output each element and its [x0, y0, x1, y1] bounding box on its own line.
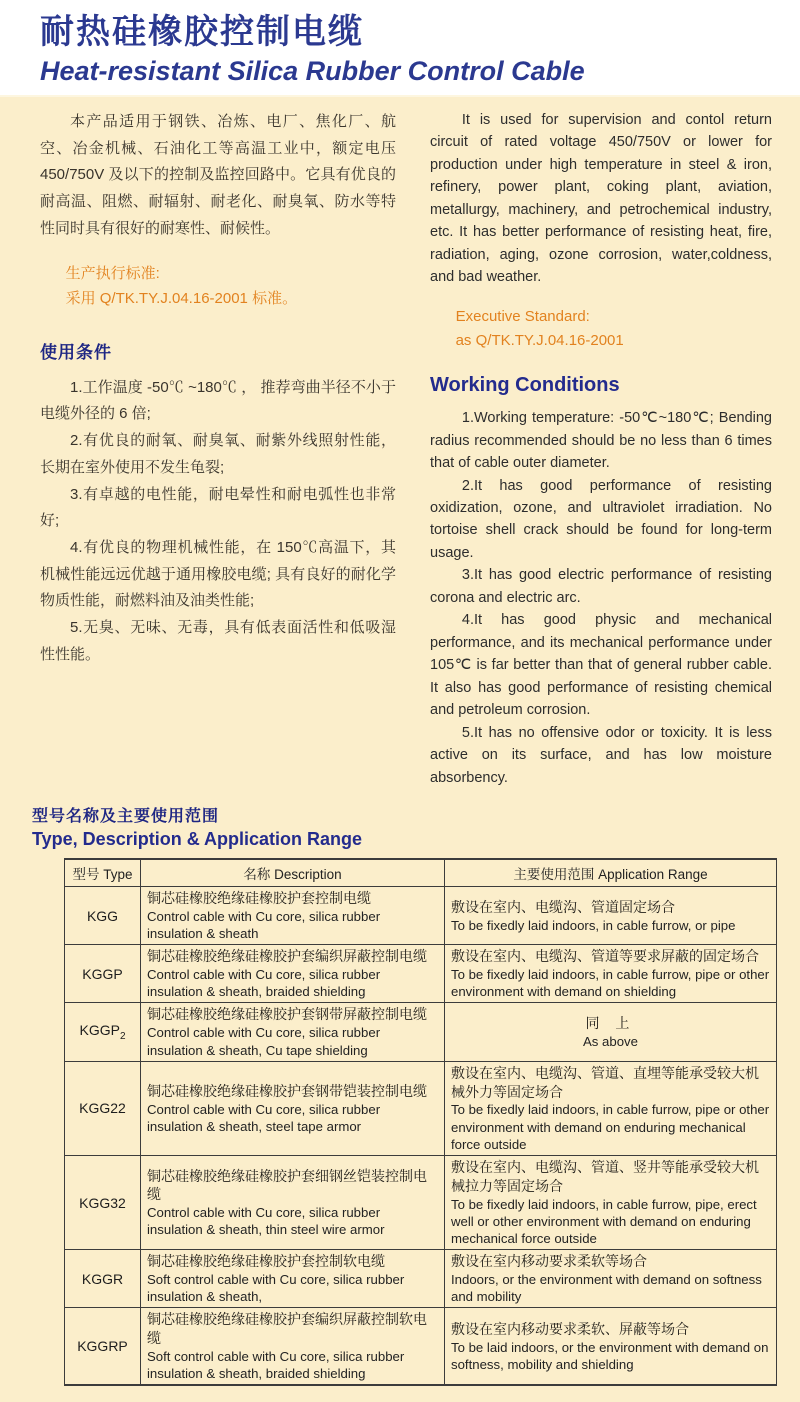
condition-item-en: 2.It has good performance of resisting oxidization, ozone, and ultraviolet irradiation. No tortoise shell crack should be found for long-term usage.	[430, 477, 772, 561]
description-cn: 铜芯硅橡胶绝缘硅橡胶护套钢带铠装控制电缆	[147, 1082, 427, 1099]
application-cn: 敷设在室内、电缆沟、管道、直埋等能承受较大机械外力等固定场合	[451, 1064, 759, 1100]
application-en: As above	[583, 1033, 638, 1049]
application-cell	[445, 1061, 777, 1155]
description-cn: 铜芯硅橡胶绝缘硅橡胶护套控制软电缆	[147, 1253, 385, 1270]
description-cn: 铜芯硅橡胶绝缘硅橡胶护套钢带屏蔽控制电缆	[147, 1006, 427, 1023]
description-en: Control cable with Cu core, silica rubber insulation & sheath, steel tape armor	[147, 1101, 381, 1134]
working-conditions-heading-cn: 使用条件	[40, 342, 112, 362]
executive-standard-en	[430, 305, 772, 355]
page-title-english: Heat-resistant Silica Rubber Control Cable	[40, 55, 585, 86]
application-cn: 敷设在室内、电缆沟、管道固定场合	[451, 898, 675, 915]
page-title-chinese: 耐热硅橡胶控制电缆	[40, 13, 364, 51]
working-conditions-heading-en: Working Conditions	[430, 374, 620, 397]
condition-item-cn: 5.无臭、无味、无毒，具有低表面活性和低吸湿性性能。	[40, 618, 396, 663]
application-cn: 同 上	[585, 1015, 636, 1032]
condition-item-cn: 1.工作温度 -50℃ ~180℃ ， 推荐弯曲半径不小于电缆外径的 6 倍;	[40, 378, 396, 423]
type-description-table	[64, 858, 777, 1386]
chinese-column	[40, 109, 396, 789]
description-cn: 铜芯硅橡胶绝缘硅橡胶护套控制电缆	[147, 890, 371, 907]
standard-value-en: as Q/TK.TY.J.04.16-2001	[455, 332, 624, 350]
condition-item-en: 1.Working temperature: -50℃~180℃; Bending radius recommended should be no less than 6 times that of cable outer diameter.	[430, 410, 772, 472]
application-en: To be fixedly laid indoors, in cable furrow, pipe or other environment with demand on enduring mechanical force outside	[451, 1102, 770, 1152]
type-cell: KGG32	[65, 1155, 141, 1249]
table-row-kggp2	[65, 1003, 777, 1061]
description-cell	[141, 945, 445, 1003]
application-cell	[445, 1250, 777, 1308]
column-header-application: 主要使用范围 Application Range	[445, 859, 777, 887]
condition-item-cn: 2.有优良的耐氧、耐臭氧、耐紫外线照射性能，长期在室外使用不发生龟裂;	[40, 432, 396, 476]
column-header-description: 名称 Description	[141, 859, 445, 887]
table-heading-en: Type, Description & Application Range	[32, 829, 363, 850]
description-cn: 铜芯硅橡胶绝缘硅橡胶护套细钢丝铠装控制电缆	[147, 1167, 427, 1203]
application-cn: 敷设在室内、电缆沟、管道、竖井等能承受较大机械拉力等固定场合	[451, 1158, 759, 1194]
condition-item-cn: 3.有卓越的电性能，耐电晕性和耐电弧性也非常好;	[40, 485, 396, 530]
table-row-kgg22	[65, 1061, 777, 1155]
condition-item-cn: 4.有优良的物理机械性能，在 150℃高温下，其机械性能远远优越于通用橡胶电缆; 具有良好的耐化学物质性能，耐燃料油及油类性能;	[40, 538, 396, 610]
description-en: Soft control cable with Cu core, silica rubber insulation & sheath, braided shielding	[147, 1349, 405, 1382]
description-cell	[141, 1308, 445, 1386]
application-cn: 敷设在室内移动要求柔软、屏蔽等场合	[451, 1320, 689, 1337]
application-en: Indoors, or the environment with demand on softness and mobility	[451, 1272, 762, 1305]
type-cell: KGGR	[65, 1250, 141, 1308]
application-cell	[445, 1003, 777, 1061]
application-cell	[445, 1308, 777, 1386]
intro-paragraph-en: It is used for supervision and contol return circuit of rated voltage 450/750V or lower for production under high temperature in steel & iron, refinery, power plant, coking plant, aviation, metallurgy, machinery, and petrochemical industry, etc. It has better performance of resisting heat, fire, radiation, aging, ozone corrosion, water,coldness, and bad weather.	[430, 111, 772, 286]
description-en: Control cable with Cu core, silica rubber insulation & sheath	[147, 908, 381, 942]
description-en: Control cable with Cu core, silica rubber insulation & sheath, braided shielding	[147, 967, 381, 1000]
application-en: To be fixedly laid indoors, in cable furrow, pipe or other environment with demand on shielding	[451, 967, 770, 1000]
standard-value-cn: 采用 Q/TK.TY.J.04.16-2001 标准。	[65, 290, 298, 308]
description-cn: 铜芯硅橡胶绝缘硅橡胶护套编织屏蔽控制软电缆	[147, 1311, 427, 1347]
table-row-kggp	[65, 945, 777, 1003]
standard-label-en: Executive Standard:	[455, 307, 590, 325]
condition-item-en: 3.It has good electric performance of resisting corona and electric arc.	[430, 567, 772, 606]
type-cell: KGG22	[65, 1061, 141, 1155]
description-cell	[141, 1003, 445, 1061]
table-row-kgg	[65, 887, 777, 945]
description-en: Control cable with Cu core, silica rubber insulation & sheath, thin steel wire armor	[147, 1205, 385, 1238]
application-cell	[445, 945, 777, 1003]
table-heading-cn: 型号名称及主要使用范围	[32, 808, 220, 826]
condition-item-en: 4.It has good physic and mechanical performance, and its mechanical performance under 105℃ is far better than that of general rubber cable. It also has good performance of resisting chemical and petroleum corrosion.	[430, 612, 772, 719]
page-header	[0, 0, 800, 97]
description-cell	[141, 887, 445, 945]
description-cn: 铜芯硅橡胶绝缘硅橡胶护套编织屏蔽控制电缆	[147, 948, 427, 965]
intro-paragraph-cn: 本产品适用于钢铁、冶炼、电厂、焦化厂、航空、冶金机械、石油化工等高温工业中，额定电压 450/750V 及以下的控制及监控回路中。它具有优良的耐高温、阻燃、耐辐射、耐老化、耐臭氧、防水等特性同时具有很好的耐寒性、耐候性。	[40, 112, 396, 237]
description-cell	[141, 1155, 445, 1249]
description-en: Control cable with Cu core, silica rubber insulation & sheath, Cu tape shielding	[147, 1025, 381, 1058]
page-content	[0, 97, 800, 1402]
type-text: KGGP	[79, 1022, 120, 1039]
type-subscript: 2	[119, 1030, 126, 1042]
type-cell	[65, 1003, 141, 1061]
conditions-list-en	[430, 407, 772, 789]
type-cell: KGG	[65, 887, 141, 945]
type-cell: KGGRP	[65, 1308, 141, 1386]
description-en: Soft control cable with Cu core, silica rubber insulation & sheath,	[147, 1272, 405, 1305]
type-cell: KGGP	[65, 945, 141, 1003]
application-cn: 敷设在室内、电缆沟、管道等要求屏蔽的固定场合	[451, 948, 759, 965]
table-row-kggrp	[65, 1308, 777, 1386]
type-table-section	[32, 803, 772, 1386]
condition-item-en: 5.It has no offensive odor or toxicity. It is less active on its surface, and has low moisture absorbency.	[430, 724, 772, 786]
application-cn: 敷设在室内移动要求柔软等场合	[451, 1253, 647, 1270]
table-row-kggr	[65, 1250, 777, 1308]
application-en: To be fixedly laid indoors, in cable furrow, pipe, erect well or other environment with demand on enduring mechanical force outside	[451, 1196, 757, 1247]
table-header-row	[65, 859, 777, 887]
application-en: To be fixedly laid indoors, in cable furrow, or pipe	[451, 917, 736, 933]
table-body	[65, 887, 777, 1386]
table-header	[65, 859, 777, 887]
standard-label-cn: 生产执行标准:	[65, 265, 160, 283]
table-row-kgg32	[65, 1155, 777, 1249]
two-column-layout	[40, 109, 772, 789]
conditions-list-cn	[40, 375, 396, 669]
application-en: To be laid indoors, or the environment with demand on softness, mobility and shielding	[451, 1339, 769, 1372]
column-header-type: 型号 Type	[65, 859, 141, 887]
application-cell	[445, 1155, 777, 1249]
description-cell	[141, 1250, 445, 1308]
application-cell	[445, 887, 777, 945]
description-cell	[141, 1061, 445, 1155]
english-column	[430, 109, 772, 789]
executive-standard-cn	[40, 262, 396, 312]
